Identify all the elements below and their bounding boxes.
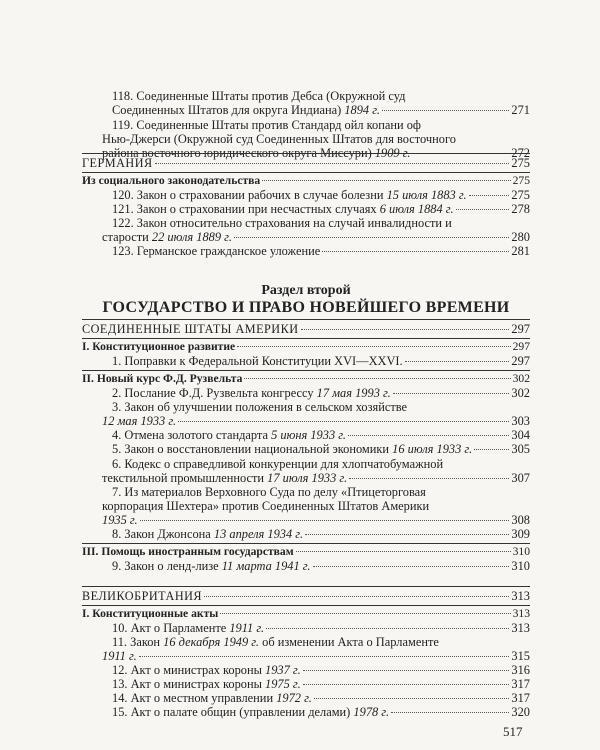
toc-entry-3-line2	[82, 414, 530, 428]
entry-date: 1937 г.	[265, 663, 301, 677]
toc-entry-11-line2	[82, 649, 530, 663]
country-heading-usa	[82, 322, 530, 336]
subsection-title: III. Помощь иностранным государствам	[82, 545, 294, 558]
page-ref: 317	[511, 691, 530, 705]
subsection-heading	[82, 340, 530, 354]
country-title: СОЕДИНЕННЫЕ ШТАТЫ АМЕРИКИ	[82, 322, 299, 336]
page-ref: 275	[511, 188, 530, 202]
toc-entry-8	[82, 527, 530, 541]
toc-entry-9	[82, 559, 530, 573]
entry-date: 16 июля 1933 г.	[392, 442, 473, 456]
subsection-heading	[82, 545, 530, 559]
entry-date: 15 июля 1883 г.	[386, 188, 467, 202]
page-ref: 280	[511, 230, 530, 244]
entry-title: 4. Отмена золотого стандарта	[112, 428, 269, 442]
entry-title: 1. Поправки к Федеральной Конституции XVI—XXVI.	[112, 354, 403, 368]
toc-entry-6-line2	[82, 471, 530, 485]
entry-title: 8. Закон Джонсона	[112, 527, 211, 541]
page-ref: 275	[512, 174, 530, 187]
entry-date: 11 марта 1941 г.	[221, 559, 311, 573]
divider	[82, 172, 530, 173]
toc-entry-119-line1	[82, 118, 530, 132]
page-ref: 275	[511, 156, 530, 170]
entry-date: 1972 г.	[276, 691, 312, 705]
page-ref: 302	[511, 386, 530, 400]
divider	[82, 153, 530, 154]
country-heading-germany	[82, 156, 530, 170]
toc-entry-7-line2	[82, 499, 530, 513]
page-ref: 317	[511, 677, 530, 691]
entry-title: 5. Закон о восстановлении национальной экономики	[112, 442, 390, 456]
toc-entry-119-line2	[82, 132, 530, 146]
entry-title: 2. Послание Ф.Д. Рузвельта конгрессу	[112, 386, 314, 400]
entry-title: 6. Кодекс о справедливой конкуренции для хлопчатобумажной	[112, 457, 444, 471]
toc-entry-2	[82, 386, 530, 400]
entry-date: 17 мая 1993 г.	[316, 386, 391, 400]
divider	[82, 319, 530, 320]
entry-date: 1978 г.	[353, 705, 390, 719]
page-ref: 313	[512, 607, 530, 620]
section-subtitle: Раздел второй	[261, 283, 351, 298]
entry-title: 13. Акт о министрах короны	[112, 677, 262, 691]
page-ref: 305	[511, 442, 530, 456]
toc-entry-10	[82, 621, 530, 635]
entry-date: 16 декабря 1949 г.	[163, 635, 260, 649]
entry-title: 123. Германское гражданское уложение	[112, 244, 321, 258]
entry-title-cont: Соединенных Штатов для округа Индиана)	[112, 103, 342, 117]
entry-title: Соединенные Штаты против Дебса (Окружной суд	[136, 89, 406, 103]
entry-date: 13 апреля 1934 г.	[213, 527, 304, 541]
page-ref: 297	[511, 322, 530, 336]
page-ref: 310	[512, 545, 530, 558]
entry-title: 14. Акт о местном управлении	[112, 691, 274, 705]
section-title: ГОСУДАРСТВО И ПРАВО НОВЕЙШЕГО ВРЕМЕНИ	[102, 299, 510, 316]
toc-entry-120	[82, 188, 530, 202]
divider	[82, 338, 530, 339]
page-ref: 307	[511, 471, 530, 485]
country-title: ВЕЛИКОБРИТАНИЯ	[82, 589, 203, 603]
entry-title: 9. Закон о ленд-лизе	[112, 559, 219, 573]
page-ref: 320	[511, 705, 530, 719]
entry-date: 1911 г.	[102, 649, 137, 663]
page-ref: 309	[511, 527, 530, 541]
entry-number: 119.	[112, 118, 134, 132]
page-ref: 315	[511, 649, 530, 663]
toc-entry-5	[82, 442, 530, 456]
toc-entry-15	[82, 705, 530, 719]
entry-title: 12. Акт о министрах короны	[112, 663, 262, 677]
page-ref: 272	[511, 146, 530, 160]
entry-title-cont: корпорация Шехтера» против Соединенных Штатов Америки	[102, 499, 430, 513]
page-ref: 313	[511, 621, 530, 635]
subsection-title: I. Конституционные акты	[82, 607, 219, 620]
toc-entry-7-line1	[82, 485, 530, 499]
entry-date: 17 июля 1933 г.	[267, 471, 348, 485]
toc-entry-14	[82, 691, 530, 705]
entry-date: 1911 г.	[229, 621, 265, 635]
page-ref: 310	[511, 559, 530, 573]
toc-entry-1	[82, 354, 530, 368]
page-ref: 302	[512, 372, 530, 385]
subsection-heading	[82, 607, 530, 621]
page-ref: 297	[512, 340, 530, 353]
entry-title-cont: района восточного юридического округа Миссури)	[102, 146, 372, 160]
divider	[82, 605, 530, 606]
subsection-title: I. Конституционное развитие	[82, 340, 236, 353]
subsection-title: II. Новый курс Ф.Д. Рузвельта	[82, 372, 243, 385]
page-number: 517	[503, 724, 523, 739]
entry-title: Соединенные Штаты против Стандард ойл копани оф	[136, 118, 421, 132]
toc-entry-122-line2	[82, 230, 530, 244]
entry-title-cont: Нью-Джерси (Окружной суд Соединенных Штатов для восточного	[102, 132, 456, 146]
toc-entry-13	[82, 677, 530, 691]
divider	[82, 370, 530, 371]
subsection-heading	[82, 372, 530, 386]
toc-entry-12	[82, 663, 530, 677]
toc-entry-118-line1	[82, 89, 530, 103]
toc-entry-6-line1	[82, 457, 530, 471]
subsection-title: Из социального законодательства	[82, 174, 261, 187]
entry-title-cont: текстильной промышленности	[102, 471, 265, 485]
entry-date: 6 июля 1884 г.	[379, 202, 454, 216]
entry-title: 10. Акт о Парламенте	[112, 621, 227, 635]
entry-date: 1909 г.	[374, 146, 411, 160]
country-title: ГЕРМАНИЯ	[82, 156, 153, 170]
entry-title: 121. Закон о страховании при несчастных случаях	[112, 202, 377, 216]
entry-date: 5 июня 1933 г.	[271, 428, 347, 442]
toc-entry-122-line1	[82, 216, 530, 230]
page-ref: 303	[511, 414, 530, 428]
entry-number: 118.	[112, 89, 134, 103]
toc-entry-3-line1	[82, 400, 530, 414]
entry-title: 15. Акт о палате общин (управлении делами)	[112, 705, 351, 719]
page-ref: 271	[511, 103, 530, 117]
page-ref: 308	[511, 513, 530, 527]
toc-entry-118-line2	[82, 103, 530, 117]
page-ref: 313	[511, 589, 530, 603]
divider	[82, 543, 530, 544]
divider	[82, 586, 530, 587]
entry-date: 1935 г.	[102, 513, 138, 527]
entry-date: 1894 г.	[344, 103, 380, 117]
toc-entry-4	[82, 428, 530, 442]
page-ref: 278	[511, 202, 530, 216]
entry-title: 122. Закон относительно страхования на случай инвалидности и	[112, 216, 452, 230]
toc-entry-121	[82, 202, 530, 216]
entry-date: 1975 г.	[265, 677, 301, 691]
entry-title: 3. Закон об улучшении положения в сельском хозяйстве	[112, 400, 408, 414]
entry-date: 22 июля 1889 г.	[151, 230, 232, 244]
entry-title-cont: старости	[102, 230, 149, 244]
page-ref: 316	[511, 663, 530, 677]
toc-entry-11-line1	[82, 635, 530, 649]
entry-title: 11. Закон	[112, 635, 161, 649]
entry-title-cont: об изменении Акта о Парламенте	[262, 635, 439, 649]
entry-date: 12 мая 1933 г.	[102, 414, 177, 428]
toc-entry-123	[82, 244, 530, 258]
toc-entry-7-line3	[82, 513, 530, 527]
entry-title: 7. Из материалов Верховного Суда по делу «Птицеторговая	[112, 485, 426, 499]
page-ref: 297	[511, 354, 530, 368]
page-ref: 304	[511, 428, 530, 442]
subsection-heading	[82, 174, 530, 188]
page-ref: 281	[511, 244, 530, 258]
country-heading-uk	[82, 589, 530, 603]
entry-title: 120. Закон о страховании рабочих в случае болезни	[112, 188, 384, 202]
